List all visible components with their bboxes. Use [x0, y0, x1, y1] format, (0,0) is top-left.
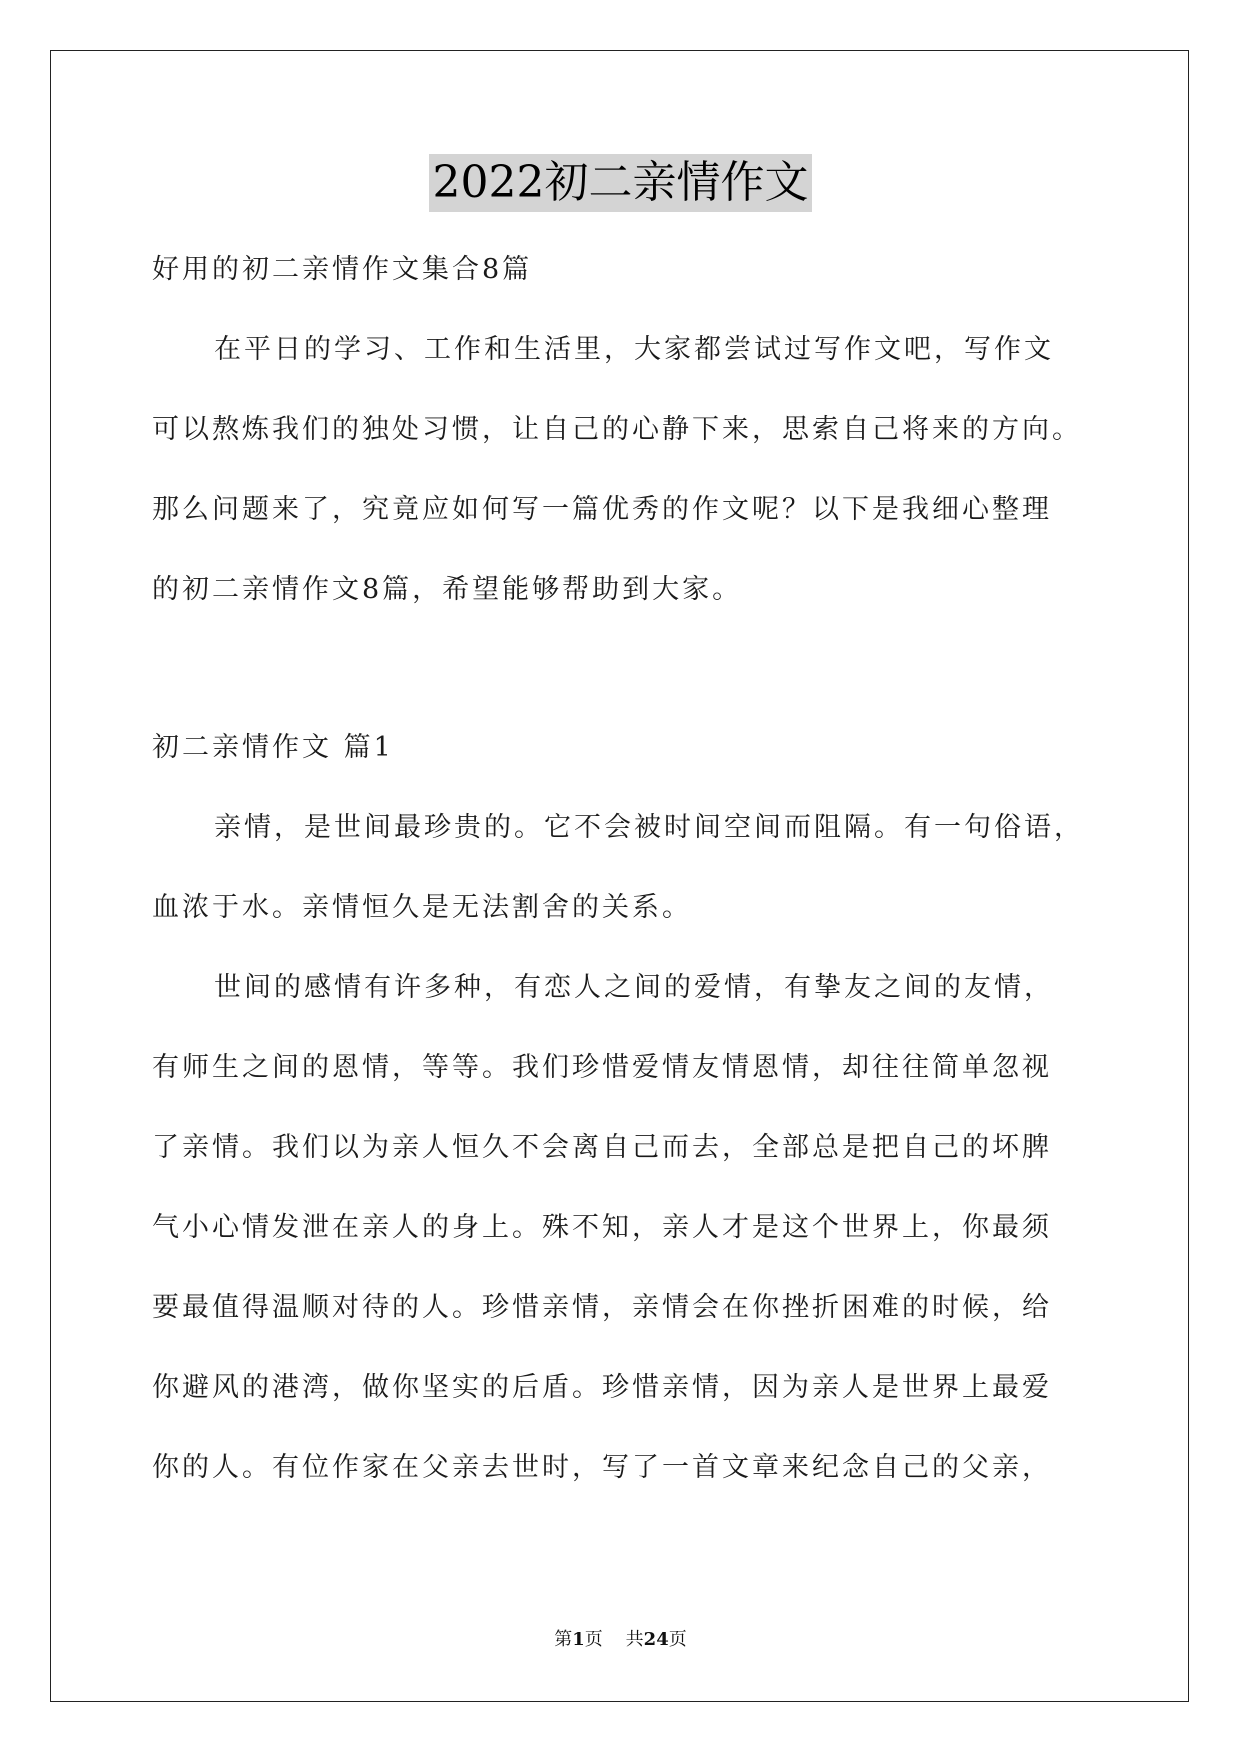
document-subtitle: 好用的初二亲情作文集合8篇 [152, 254, 533, 285]
text-line: 亲情，是世间最珍贵的。它不会被时间空间而阻隔。有一句俗语， [214, 812, 1084, 843]
footer-prefix: 第 [554, 1629, 573, 1650]
text-line: 那么问题来了，究竟应如何写一篇优秀的作文呢？以下是我细心整理 [152, 494, 1052, 525]
footer-total-unit: 页 [668, 1629, 687, 1650]
intro-paragraph [152, 310, 1112, 630]
section-heading: 初二亲情作文 篇1 [152, 732, 394, 763]
section-spacer [152, 630, 1112, 708]
footer-page-unit: 页 [584, 1629, 603, 1650]
text-line: 了亲情。我们以为亲人恒久不会离自己而去，全部总是把自己的坏脾 [152, 1132, 1052, 1163]
paragraph-1 [152, 788, 1112, 948]
footer-total-prefix: 共 [625, 1629, 644, 1650]
text-line: 有师生之间的恩情，等等。我们珍惜爱情友情恩情，却往往简单忽视 [152, 1052, 1052, 1083]
text-line: 的初二亲情作文8篇，希望能够帮助到大家。 [152, 574, 743, 605]
total-page-count: 24 [643, 1629, 669, 1650]
text-line: 气小心情发泄在亲人的身上。殊不知，亲人才是这个世界上，你最须 [152, 1212, 1052, 1243]
text-line: 你避风的港湾，做你坚实的后盾。珍惜亲情，因为亲人是世界上最爱 [152, 1372, 1052, 1403]
text-line: 世间的感情有许多种，有恋人之间的爱情，有挚友之间的友情， [214, 972, 1054, 1003]
paragraph-2 [152, 948, 1112, 1508]
text-line: 血浓于水。亲情恒久是无法割舍的关系。 [152, 892, 692, 923]
title-container [0, 154, 1241, 212]
text-line: 在平日的学习、工作和生活里，大家都尝试过写作文吧，写作文 [214, 334, 1054, 365]
text-line: 可以熬炼我们的独处习惯，让自己的心静下来，思索自己将来的方向。 [152, 414, 1082, 445]
text-line: 要最值得温顺对待的人。珍惜亲情，亲情会在你挫折困难的时候，给 [152, 1292, 1052, 1323]
document-title: 2022初二亲情作文 [429, 154, 813, 212]
page-footer [0, 1625, 1241, 1651]
text-line: 你的人。有位作家在父亲去世时，写了一首文章来纪念自己的父亲， [152, 1452, 1052, 1483]
current-page-number: 1 [572, 1629, 585, 1650]
document-body [152, 230, 1112, 1508]
